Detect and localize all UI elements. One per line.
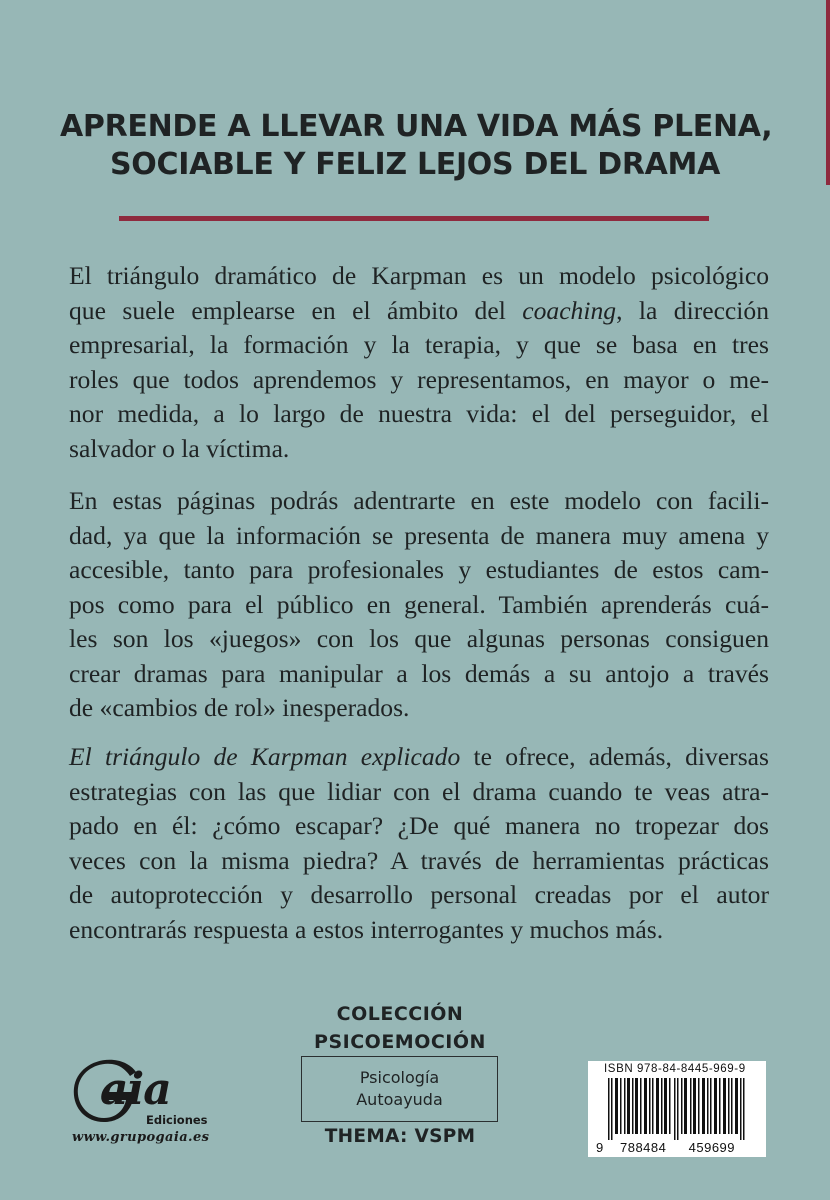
paragraph-2 [69, 484, 769, 726]
barcode-digit-first: 9 [596, 1140, 604, 1155]
text-line: estrategias con las que lidiar con el drama cuando te veas atra- [69, 776, 769, 806]
publisher-url: www.grupogaia.es [72, 1130, 210, 1145]
book-title-italic: El triángulo de Karpman explicado [69, 742, 461, 771]
publisher-logo [72, 1058, 242, 1158]
collection-line-1: COLECCIÓN [336, 1003, 464, 1025]
text-line: les son los «juegos» con los que algunas personas consiguen [69, 624, 769, 653]
text-line: accesible, tanto para profesionales y estudiantes de estos cam- [69, 555, 769, 584]
category-box [301, 1056, 498, 1122]
headline-line-2: SOCIABLE Y FELIZ LEJOS DEL DRAMA [109, 147, 721, 182]
text-segment-italic: coaching [522, 295, 617, 325]
collection-title [300, 1000, 500, 1056]
paragraph-3 [69, 740, 769, 947]
text-line: veces con la misma piedra? A través de herramientas prácticas [69, 845, 769, 875]
text-line: En estas páginas podrás adentrarte en este modelo con facili- [69, 486, 769, 515]
divider-rule [119, 216, 709, 221]
text-line [69, 740, 769, 775]
text-line: de «cambios de rol» inesperados. [69, 693, 410, 722]
text-segment: que suele emplearse en el ámbito del [69, 295, 523, 325]
text-line: crear dramas para manipular a los demás a su antojo a través [69, 658, 769, 688]
barcode-digit-group-2: 459699 [688, 1140, 736, 1155]
text-line [69, 294, 769, 329]
thema-code: THEMA: VSPM [324, 1126, 476, 1147]
edge-accent-strip [826, 0, 830, 185]
text-line: pado en él: ¿cómo escapar? ¿De qué manera no tropezar dos [69, 811, 769, 840]
isbn-barcode [588, 1061, 766, 1157]
category-autoayuda: Autoayuda [356, 1090, 443, 1109]
text-line: encontrarás respuesta a estos interrogantes y muchos más. [69, 914, 664, 944]
text-line: El triángulo dramático de Karpman es un modelo psicológico [69, 261, 769, 290]
logo-wordmark: aia [100, 1064, 171, 1115]
text-line: nor medida, a lo largo de nuestra vida: el del perseguidor, el [69, 399, 769, 428]
text-line: de autoprotección y desarrollo personal creadas por el autor [69, 880, 769, 909]
headline [60, 108, 773, 184]
text-line: empresarial, la formación y la terapia, y que se basa en tres [69, 330, 769, 359]
text-line: roles que todos aprendemos y representamos, en mayor o me- [69, 364, 769, 394]
isbn-label: ISBN 978-84-8445-969-9 [604, 1063, 746, 1075]
category-psicologia: Psicología [359, 1068, 440, 1087]
logo-imprint: Ediciones [146, 1113, 208, 1127]
headline-line-1: APRENDE A LLEVAR UNA VIDA MÁS PLENA, [60, 109, 773, 144]
paragraph-1 [69, 259, 769, 466]
barcode-bars [598, 1078, 758, 1140]
text-segment: te ofrece, además, diversas [460, 742, 769, 771]
collection-line-2: PSICOEMOCIÓN [314, 1031, 486, 1053]
text-segment: , la dirección [616, 295, 769, 325]
text-line: pos como para el público en general. También aprenderás cuá- [69, 589, 769, 619]
barcode-digits [596, 1140, 764, 1155]
text-line: salvador o la víctima. [69, 433, 290, 463]
barcode-digit-group-1: 788484 [619, 1140, 667, 1155]
text-line: dad, ya que la información se presenta de manera muy amena y [69, 520, 769, 550]
